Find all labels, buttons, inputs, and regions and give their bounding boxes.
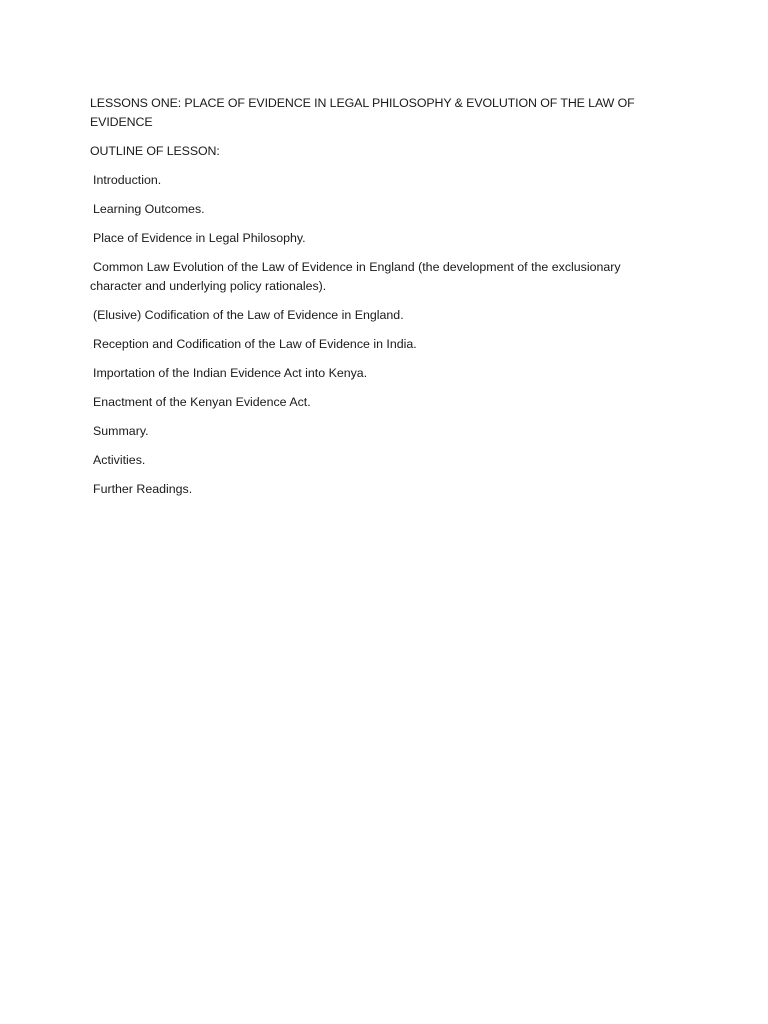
lesson-title: LESSONS ONE: PLACE OF EVIDENCE IN LEGAL PHILOSOPHY & EVOLUTION OF THE LAW OF EVIDENCE xyxy=(90,96,635,129)
outline-item: Activities. xyxy=(93,453,146,467)
outline-item: Learning Outcomes. xyxy=(93,202,205,216)
document-page xyxy=(90,94,670,509)
outline-item: Importation of the Indian Evidence Act into Kenya. xyxy=(93,366,368,380)
outline-heading: OUTLINE OF LESSON: xyxy=(90,144,220,158)
outline-item: Common Law Evolution of the Law of Evidence in England (the development of the exclusionary character and underlying policy rationales). xyxy=(90,260,621,293)
outline-item: Introduction. xyxy=(93,173,162,187)
outline-item: Further Readings. xyxy=(93,482,193,496)
outline-item: Summary. xyxy=(93,424,149,438)
outline-item: Place of Evidence in Legal Philosophy. xyxy=(93,231,306,245)
outline-item: Reception and Codification of the Law of Evidence in India. xyxy=(93,337,417,351)
outline-item: (Elusive) Codification of the Law of Evidence in England. xyxy=(93,308,404,322)
outline-item: Enactment of the Kenyan Evidence Act. xyxy=(93,395,311,409)
